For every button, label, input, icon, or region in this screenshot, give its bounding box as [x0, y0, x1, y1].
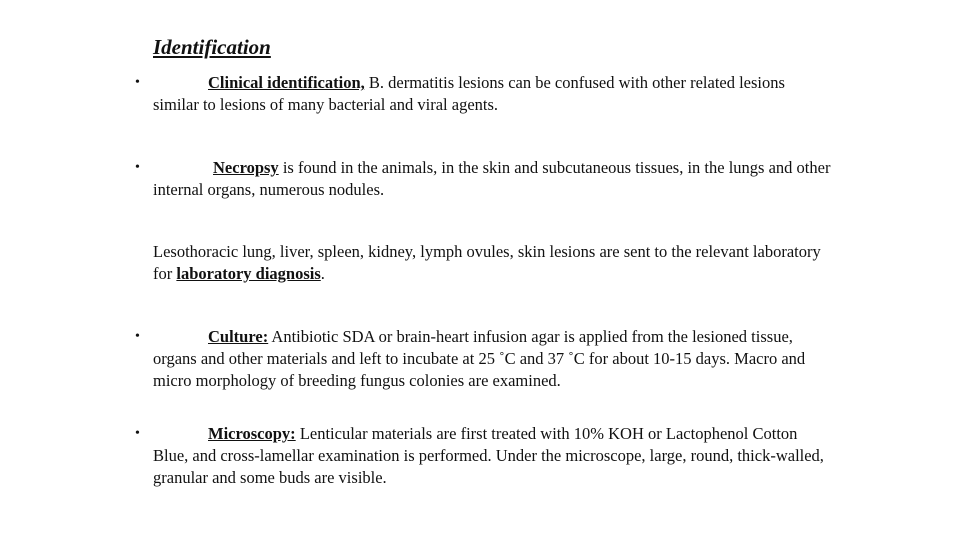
list-item-microscopy: [135, 423, 833, 489]
item-heading: Microscopy:: [208, 424, 296, 443]
item-text: Antibiotic SDA or brain-heart infusion agar is applied from the lesioned tissue, organs and other materials and left to incubate at 25 ˚C and 37 ˚C for about 10-15 days. Macro and micro morphology of breeding fungus colonies are examined.: [153, 327, 806, 390]
bullet-icon: •: [135, 160, 140, 175]
list-item-culture: [135, 326, 833, 392]
item-text: B. dermatitis lesions can be confused with other related lesions similar to lesions of many bacterial and viral agents.: [153, 73, 785, 114]
bullet-icon: •: [135, 329, 140, 344]
list-item-clinical-identification: [135, 72, 833, 116]
item-text: Lenticular materials are first treated with 10% KOH or Lactophenol Cotton Blue, and cross-lamellar examination is performed. Under the microscope, large, round, thick-walled, granular and some buds are visible.: [153, 424, 824, 487]
item-text-end: .: [320, 264, 325, 283]
item-text: is found in the animals, in the skin and subcutaneous tissues, in the lungs and other internal organs, numerous nodules.: [153, 158, 831, 199]
list-item-necropsy: [135, 157, 833, 201]
page-title: Identification: [153, 35, 271, 59]
item-heading: Culture:: [208, 327, 269, 346]
item-heading: laboratory diagnosis: [176, 264, 321, 283]
paragraph-laboratory-diagnosis: [153, 241, 833, 285]
item-text: Lesothoracic lung, liver, spleen, kidney, lymph ovules, skin lesions are sent to the relevant laboratory for: [153, 242, 821, 283]
bullet-icon: •: [135, 426, 140, 441]
item-heading: Necropsy: [213, 158, 279, 177]
item-heading: Clinical identification,: [208, 73, 365, 92]
bullet-icon: •: [135, 75, 140, 90]
